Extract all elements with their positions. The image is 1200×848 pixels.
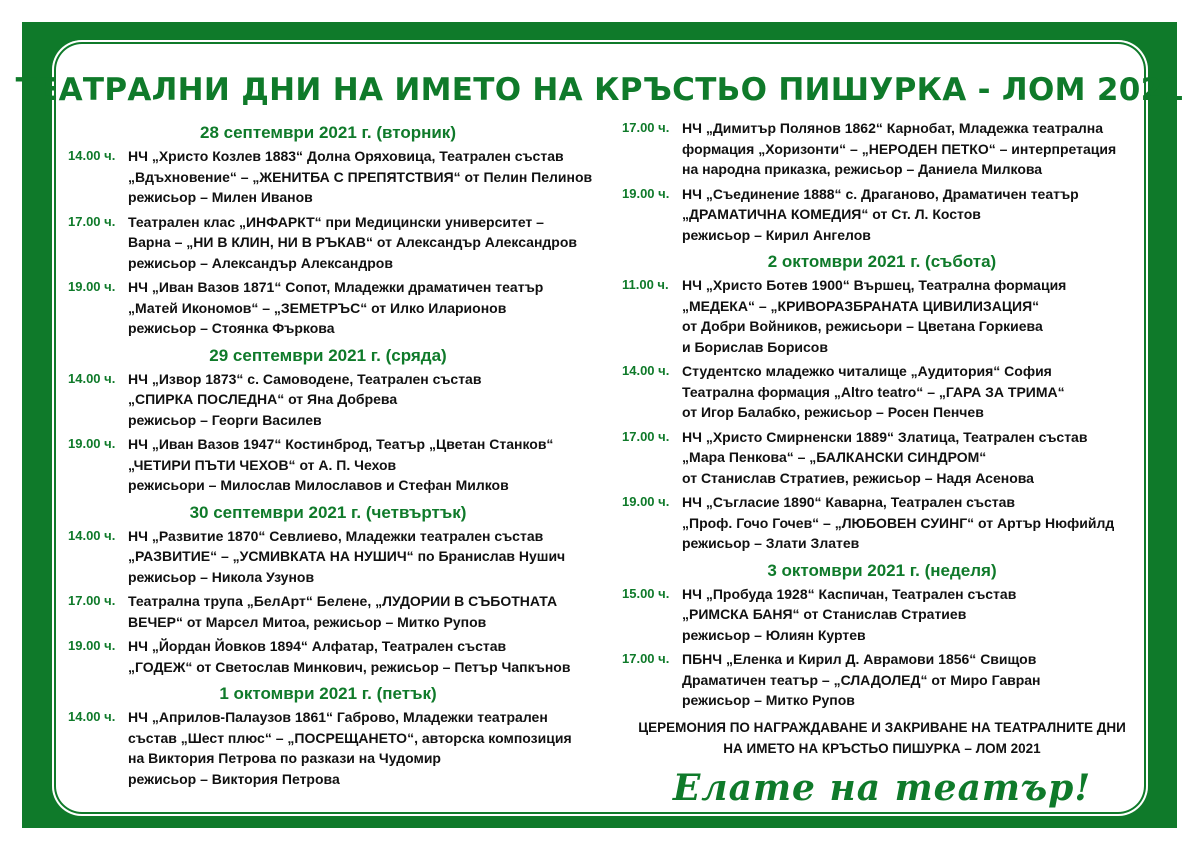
event-line: формация „Хоризонти“ – „НЕРОДЕН ПЕТКО“ – интерпретация	[682, 140, 1117, 157]
event-row	[622, 361, 1142, 423]
event-line: НЧ „Димитър Полянов 1862“ Карнобат, Младежка театрална	[682, 120, 1104, 136]
event-line: режисьор – Юлиян Куртев	[682, 626, 866, 643]
event-line: НЧ „Пробуда 1928“ Каспичан, Театрален състав	[682, 585, 1017, 602]
event-line: „ДРАМАТИЧНА КОМЕДИЯ“ от Ст. Л. Костов	[682, 206, 981, 222]
day-heading: 2 октомври 2021 г. (събота)	[767, 252, 997, 271]
event-line: НЧ „Априлов-Палаузов 1861“ Габрово, Младежки театрален	[128, 709, 548, 725]
event-description	[682, 649, 1142, 711]
event-line: и Борислав Борисов	[682, 338, 828, 355]
event-description	[682, 184, 1142, 246]
event-time: 17.00 ч.	[622, 120, 670, 135]
event-row	[68, 277, 588, 339]
event-line: НЧ „Развитие 1870“ Севлиево, Младежки театрален състав	[128, 527, 544, 544]
event-time: 17.00 ч.	[68, 213, 116, 229]
event-description	[128, 526, 588, 588]
event-row	[68, 146, 593, 208]
event-time: 17.00 ч.	[68, 593, 116, 608]
event-row	[68, 526, 588, 588]
event-line: режисьор – Кирил Ангелов	[682, 226, 871, 243]
event-description	[128, 146, 592, 208]
event-description	[128, 636, 588, 677]
event-line: „МЕДЕКА“ – „КРИВОРАЗБРАНАТА ЦИВИЛИЗАЦИЯ“	[682, 297, 1040, 314]
event-description	[682, 361, 1142, 423]
event-time: 19.00 ч.	[68, 436, 116, 451]
event-line: „Матей Икономов“ – „ЗЕМЕТРЪС“ от Илко Иларионов	[128, 299, 507, 316]
event-time: 19.00 ч.	[622, 494, 670, 509]
event-time: 19.00 ч.	[68, 279, 116, 294]
event-line: Театрален клас „ИНФАРКТ“ при Медицински университет –	[128, 213, 544, 230]
event-line: „Проф. Гочо Гочев“ – „ЛЮБОВЕН СУИНГ“ от Артър Нюфийлд	[682, 514, 1115, 531]
event-time: 14.00 ч.	[68, 370, 116, 386]
event-line: „ГОДЕЖ“ от Светослав Минкович, режисьор – Петър Чапкънов	[128, 658, 571, 675]
event-line: НЧ „Иван Вазов 1871“ Сопот, Младежки драматичен театър	[128, 279, 544, 295]
event-line: НЧ „Иван Вазов 1947“ Костинброд, Театър „Цветан Станков“	[128, 436, 554, 452]
event-line: ВЕЧЕР“ от Марсел Митоа, режисьор – Митко Рупов	[128, 613, 487, 630]
event-line: ПБНЧ „Еленка и Кирил Д. Аврамови 1856“ Свищов	[682, 651, 1037, 667]
event-line: „Вдъхновение“ – „ЖЕНИТБА С ПРЕПЯТСТВИЯ“ от Пелин Пелинов	[128, 168, 593, 185]
event-line: Студентско младежко читалище „Аудитория“ София	[682, 363, 1052, 379]
event-description	[682, 427, 1142, 489]
event-description	[128, 277, 588, 339]
event-line: режисьор – Александър Александров	[128, 254, 393, 271]
event-line: Драматичен театър – „СЛАДОЛЕД“ от Миро Гавран	[682, 671, 1041, 688]
day-heading: 1 октомври 2021 г. (петък)	[219, 684, 437, 703]
event-row	[68, 707, 588, 789]
event-time: 14.00 ч.	[68, 527, 116, 543]
event-time: 19.00 ч.	[622, 185, 670, 201]
event-time: 14.00 ч.	[622, 363, 670, 378]
event-row	[622, 649, 1142, 711]
event-line: НЧ „Йордан Йовков 1894“ Алфатар, Театрален състав	[128, 638, 507, 654]
event-line: режисьор – Стоянка Фъркова	[128, 320, 335, 336]
event-description	[128, 707, 588, 789]
event-row	[622, 584, 1142, 646]
event-line: Театрална формация „Altro teatro“ – „ГАРА ЗА ТРИМА“	[682, 383, 1065, 400]
ceremony-line: ЦЕРЕМОНИЯ ПО НАГРАЖДАВАНЕ И ЗАКРИВАНЕ НА ТЕАТРАЛНИТЕ ДНИ	[638, 719, 1126, 735]
event-time: 17.00 ч.	[622, 651, 670, 666]
event-line: НЧ „Извор 1873“ с. Самоводене, Театрален състав	[128, 370, 482, 387]
event-description	[128, 591, 588, 632]
event-row	[68, 212, 588, 274]
event-line: на народна приказка, режисьор – Даниела Милкова	[682, 161, 1043, 177]
event-line: режисьор – Виктория Петрова	[128, 770, 340, 787]
event-line: режисьор – Георги Василев	[128, 411, 322, 428]
event-row	[68, 591, 588, 632]
event-description	[682, 275, 1142, 357]
event-line: на Виктория Петрова по разкази на Чудомир	[128, 750, 441, 766]
event-line: режисьор – Никола Узунов	[128, 568, 315, 585]
event-line: от Станислав Стратиев, режисьор – Надя Асенова	[682, 469, 1034, 486]
event-line: НЧ „Съединение 1888“ с. Драганово, Драматичен театър	[682, 185, 1079, 202]
event-row	[68, 434, 588, 496]
event-description	[128, 369, 588, 431]
event-row	[622, 118, 1142, 180]
event-description	[128, 434, 588, 496]
event-time: 14.00 ч.	[68, 709, 116, 724]
event-line: състав „Шест плюс“ – „ПОСРЕЩАНЕТО“, авторска композиция	[128, 729, 572, 746]
event-row	[68, 369, 588, 431]
event-line: НЧ „Съгласие 1890“ Каварна, Театрален състав	[682, 494, 1016, 510]
event-line: режисьор – Милен Иванов	[128, 189, 313, 205]
event-description	[682, 118, 1142, 180]
day-heading: 29 септември 2021 г. (сряда)	[209, 345, 447, 365]
event-line: НЧ „Христо Ботев 1900“ Вършец, Театрална формация	[682, 277, 1067, 293]
event-line: Театрална трупа „БелАрт“ Белене, „ЛУДОРИИ В СЪБОТНАТА	[128, 593, 558, 609]
slogan: Елате на театър!	[672, 766, 1092, 809]
ceremony-line: НА ИМЕТО НА КРЪСТЬО ПИШУРКА – ЛОМ 2021	[723, 740, 1041, 756]
event-time: 15.00 ч.	[622, 585, 670, 601]
event-line: режисьор – Митко Рупов	[682, 692, 855, 708]
event-row	[622, 184, 1142, 246]
day-heading: 3 октомври 2021 г. (неделя)	[767, 560, 997, 580]
event-time: 14.00 ч.	[68, 148, 116, 163]
event-line: „РАЗВИТИЕ“ – „УСМИВКАТА НА НУШИЧ“ по Бранислав Нушич	[128, 548, 566, 564]
event-line: режисьори – Милослав Милославов и Стефан Милков	[128, 477, 509, 493]
day-heading: 30 септември 2021 г. (четвъртък)	[189, 502, 467, 522]
event-description	[128, 212, 588, 274]
event-line: режисьор – Злати Златев	[682, 535, 860, 551]
event-line: „Мара Пенкова“ – „БАЛКАНСКИ СИНДРОМ“	[682, 449, 987, 465]
event-line: Варна – „НИ В КЛИН, НИ В РЪКАВ“ от Александър Александров	[128, 234, 578, 250]
poster-title: ТЕАТРАЛНИ ДНИ НА ИМЕТО НА КРЪСТЬО ПИШУРКА - ЛОМ 2021	[15, 72, 1185, 108]
right-column	[622, 118, 1142, 809]
left-column	[68, 118, 593, 793]
event-line: „РИМСКА БАНЯ“ от Станислав Стратиев	[682, 606, 967, 622]
ceremony-note	[622, 717, 1142, 759]
event-line: от Игор Балабко, режисьор – Росен Пенчев	[682, 404, 984, 420]
event-line: НЧ „Христо Смирненски 1889“ Златица, Театрален състав	[682, 428, 1088, 445]
event-time: 19.00 ч.	[68, 638, 116, 653]
event-row	[622, 275, 1142, 357]
event-line: НЧ „Христо Козлев 1883“ Долна Оряховица, Театрален състав	[128, 148, 564, 164]
event-line: „ЧЕТИРИ ПЪТИ ЧЕХОВ“ от А. П. Чехов	[128, 456, 397, 473]
event-row	[68, 636, 588, 677]
event-description	[682, 492, 1142, 554]
event-line: „СПИРКА ПОСЛЕДНА“ от Яна Добрева	[128, 391, 398, 407]
event-row	[622, 427, 1142, 489]
event-row	[622, 492, 1142, 554]
event-time: 11.00 ч.	[622, 277, 669, 292]
day-heading: 28 септември 2021 г. (вторник)	[200, 123, 456, 142]
event-time: 17.00 ч.	[622, 428, 670, 444]
event-description	[682, 584, 1142, 646]
event-line: от Добри Войников, режисьори – Цветана Горкиева	[682, 318, 1043, 334]
